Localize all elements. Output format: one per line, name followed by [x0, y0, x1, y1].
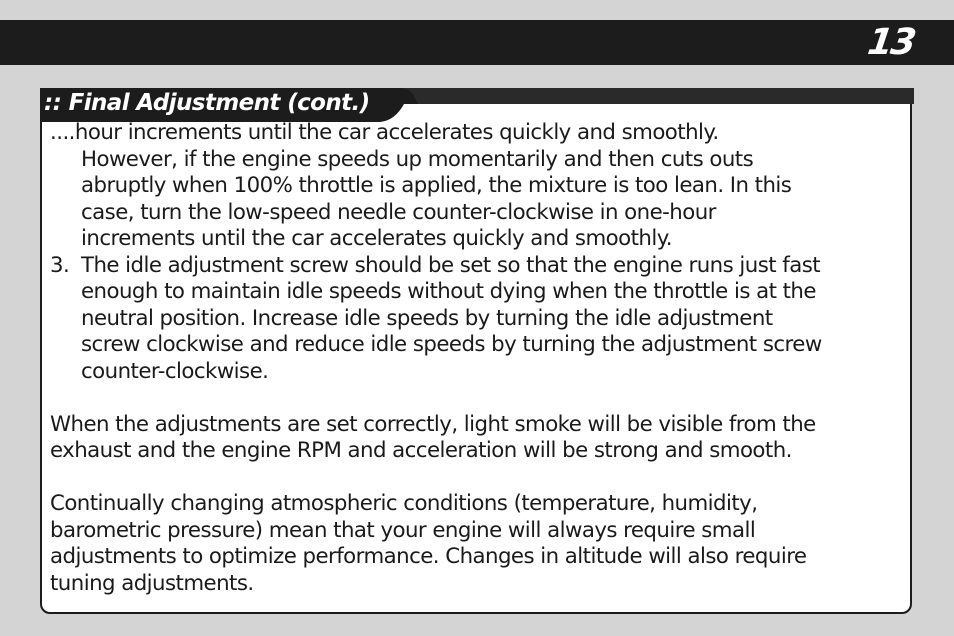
continuation-line: hour increments until the car accelerates quickly and smoothly.: [74, 120, 719, 145]
continuation-lead: ....: [50, 120, 75, 145]
continuation-line: case, turn the low-speed needle counter-clockwise in one-hour: [81, 199, 716, 225]
paragraph-line: barometric pressure) mean that your engine will always require small: [50, 517, 756, 543]
step-3-number: 3.: [50, 252, 70, 278]
paragraph-gap: [50, 465, 912, 492]
step-3-line: neutral position. Increase idle speeds by turning the idle adjustment: [81, 305, 773, 331]
step-3-line: enough to maintain idle speeds without dying when the throttle is at the: [81, 279, 816, 304]
paragraph-atmospheric-conditions: [50, 491, 912, 597]
continuation-line: However, if the engine speeds up momentarily and then cuts outs: [81, 146, 754, 172]
continuation-line: abruptly when 100% throttle is applied, the mixture is too lean. In this: [81, 173, 792, 198]
section-title: :: Final Adjustment (cont.): [44, 90, 370, 116]
body-text: [50, 120, 912, 597]
page-number: 13: [865, 22, 917, 63]
continuation-line-first: [50, 120, 912, 147]
step-3: [50, 253, 912, 386]
header-bar: [0, 20, 954, 65]
paragraph-line: exhaust and the engine RPM and acceleration will be strong and smooth.: [50, 438, 792, 463]
paragraph-line: When the adjustments are set correctly, light smoke will be visible from the: [50, 411, 816, 437]
paragraph-adjustments-correct: [50, 412, 912, 465]
paragraph-line: Continually changing atmospheric conditions (temperature, humidity,: [50, 491, 758, 516]
paragraph-gap: [50, 385, 912, 412]
continuation-line: increments until the car accelerates quickly and smoothly.: [81, 226, 672, 251]
paragraph-line: tuning adjustments.: [50, 570, 254, 596]
continuation-block: [50, 120, 912, 253]
step-3-line: The idle adjustment screw should be set so that the engine runs just fast: [81, 252, 821, 278]
continuation-paragraph: [50, 120, 912, 253]
paragraph-line: adjustments to optimize performance. Changes in altitude will also require: [50, 544, 807, 569]
step-3-line: counter-clockwise.: [81, 358, 269, 384]
step-3-text: [81, 253, 912, 386]
step-3-line: screw clockwise and reduce idle speeds by turning the adjustment screw: [81, 332, 822, 357]
